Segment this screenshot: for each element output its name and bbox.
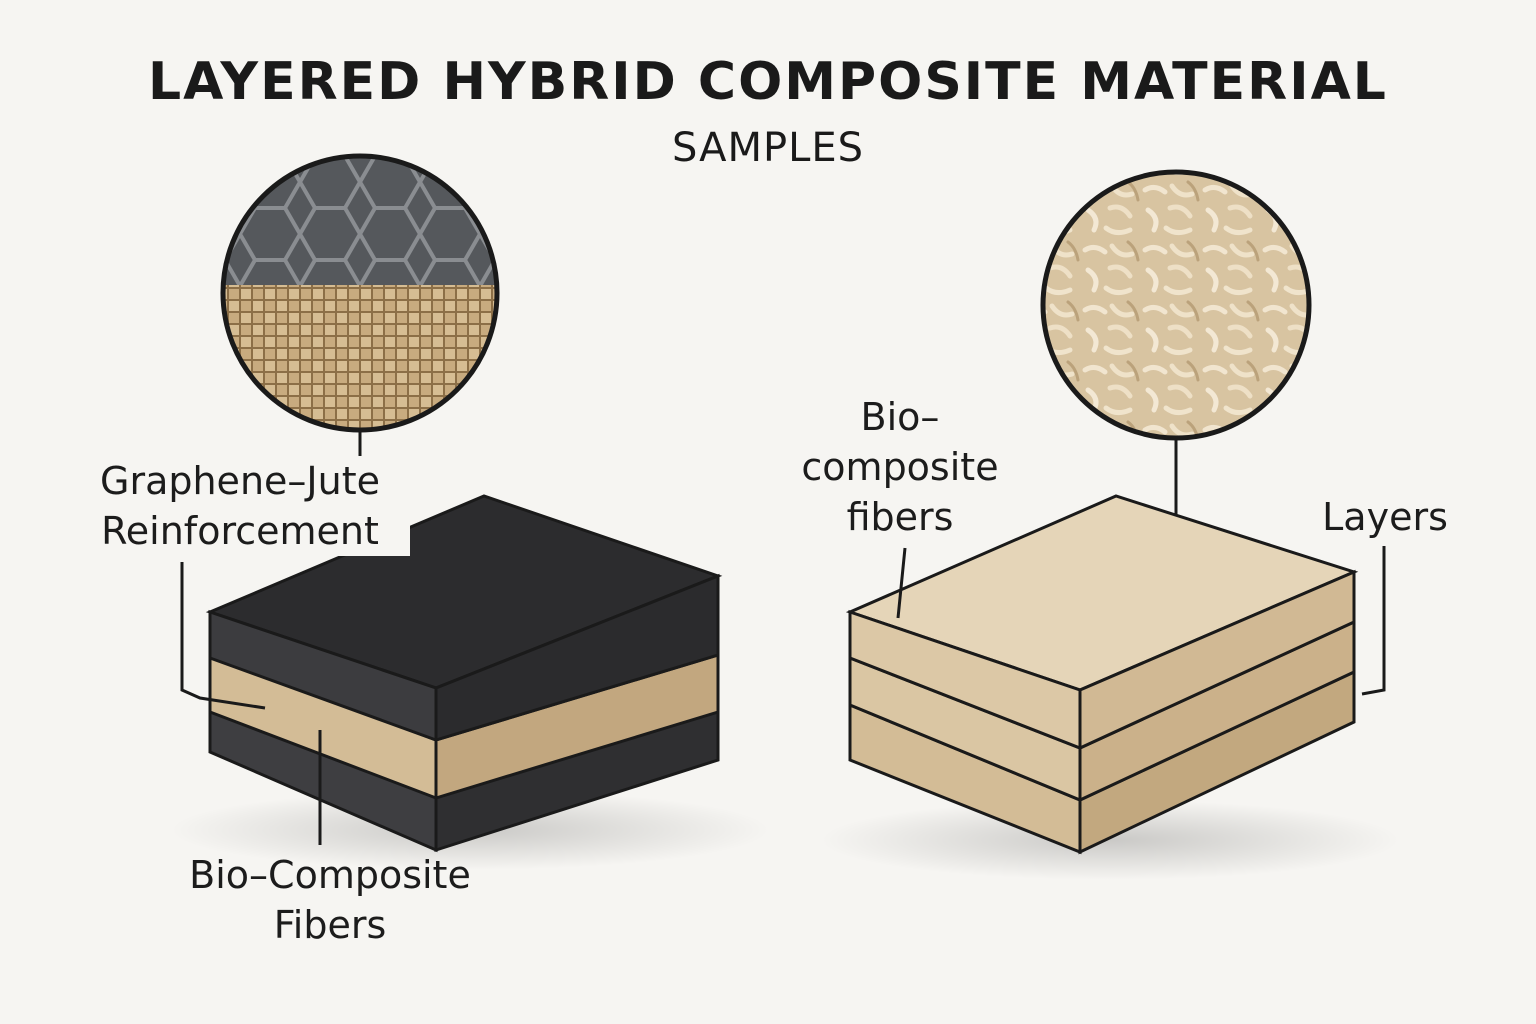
bio-composite-fibers-label-line1: Bio–Composite xyxy=(189,853,471,897)
graphene-jute-label-line2: Reinforcement xyxy=(101,509,379,553)
layers-leader-line xyxy=(1362,546,1384,694)
right-bio-composite-label-line3: fibers xyxy=(846,495,954,539)
right-sample xyxy=(820,496,1400,880)
page-title: LAYERED HYBRID COMPOSITE MATERIAL xyxy=(148,52,1388,112)
bio-composite-fibers-label xyxy=(160,850,500,950)
right-bio-composite-label-line1: Bio– xyxy=(860,395,940,439)
graphene-jute-closeup xyxy=(220,150,500,435)
right-bio-composite-label xyxy=(780,392,1020,542)
bio-fiber-closeup xyxy=(1040,170,1312,442)
layers-label: Layers xyxy=(1322,495,1448,539)
right-bio-composite-label-line2: composite xyxy=(801,445,999,489)
graphene-jute-label-line1: Graphene–Jute xyxy=(100,459,380,503)
graphene-jute-label xyxy=(70,456,410,556)
page-subtitle: SAMPLES xyxy=(671,125,865,171)
bio-composite-fibers-label-line2: Fibers xyxy=(273,903,387,947)
